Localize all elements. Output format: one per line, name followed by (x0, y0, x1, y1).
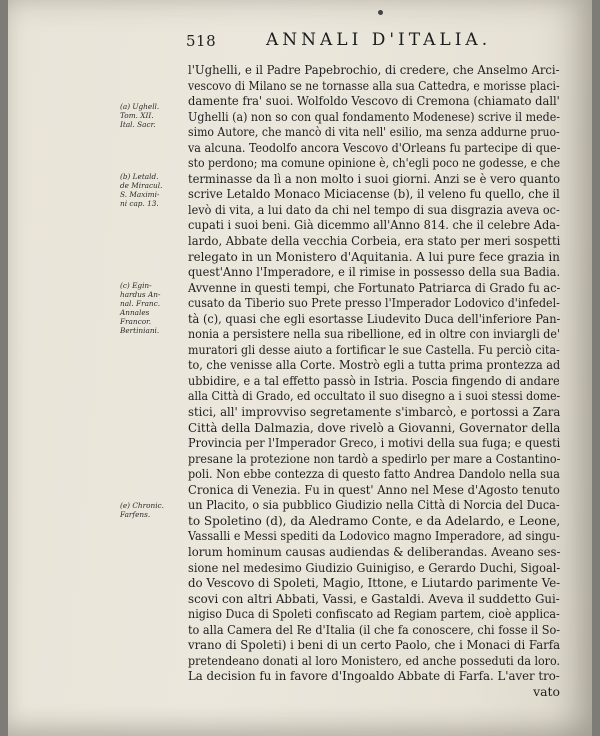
text-line: Provincia per l'Imperador Greco, i motivi della sua fuga; e questi (188, 435, 561, 451)
margin-note-c: (c) Egin- hardus An- nal. Franc. Annales Francor. Bertiniani. (120, 281, 161, 335)
text-line: sione nel medesimo Giudizio Guinigiso, e Gerardo Duchi, Sigoal- (188, 559, 561, 575)
body-text (188, 62, 560, 699)
text-line: terminasse da lì a non molto i suoi giorni. Anzi se è vero quanto (188, 170, 561, 186)
text-line: stici, all' improvviso segretamente s'imbarcò, e portossi a Zara (188, 404, 561, 420)
text-line: to Spoletino (d), da Aledramo Conte, e da Adelardo, e Leone, (188, 512, 561, 528)
text-line: scrive Letaldo Monaco Miciacense (b), il veleno fu quello, che il (188, 186, 560, 202)
page-header (8, 30, 592, 50)
page-number: 518 (186, 32, 217, 50)
text-line: to alla Camera del Re d'Italia (il che fa conoscere, chi fosse il So- (188, 621, 561, 637)
text-line: lardo, Abbate della vecchia Corbeia, era stato per meri sospetti (188, 233, 561, 249)
text-line: l'Ughelli, e il Padre Papebrochio, di credere, che Anselmo Arci- (188, 62, 560, 77)
text-line: alla Città di Grado, ed occultato il suo disegno a i suoi stessi dome- (188, 388, 561, 404)
text-line: cupati i suoi beni. Già dicemmo all'Anno 814. che il celebre Ada- (188, 217, 560, 233)
running-title: ANNALI D'ITALIA. (266, 30, 492, 50)
text-line: damente fra' suoi. Wolfoldo Vescovo di Cremona (chiamato dall' (188, 93, 560, 109)
book-page (8, 0, 592, 736)
text-line: Avvenne in questi tempi, che Fortunato Patriarca di Grado fu ac- (188, 279, 561, 295)
text-line: vato (533, 683, 560, 699)
text-line: ubbidire, e a tal effetto passò in Istria. Poscia fingendo di andare (188, 372, 560, 388)
text-line: Città della Dalmazia, dove rivelò a Giovanni, Governator della (188, 419, 561, 435)
text-line: pretendeano donati al loro Monistero, ed anche posseduti da loro. (188, 652, 560, 668)
text-line: muratori gli desse aiuto a fortificar le sue Castella. Fu perciò cita- (188, 341, 560, 357)
text-line: do Vescovo di Spoleti, Magio, Ittone, e Liutardo parimente Ve- (188, 575, 561, 591)
margin-note-b: (b) Letald. de Miracul. S. Maximi- ni cap. 13. (120, 172, 163, 208)
text-line: quest'Anno l'Imperadore, e il rimise in possesso della sua Badia. (188, 264, 561, 280)
margin-note-a: (a) Ughell. Tom. XII. Ital. Sacr. (120, 102, 160, 129)
text-line: La decision fu in favore d'Ingoaldo Abbate di Farfa. L'aver tro- (188, 668, 560, 684)
text-line: simo Autore, che mancò di vita nell' esilio, ma senza addurne pruo- (188, 124, 560, 140)
text-line: un Placito, o sia pubblico Giudizio nella Città di Norcia del Duca- (188, 497, 560, 513)
text-line: va alcuna. Teodolfo ancora Vescovo d'Orleans fu partecipe di que- (188, 139, 561, 155)
text-line: cusato da Tiberio suo Prete presso l'Imperador Lodovico d'infedel- (188, 295, 560, 311)
text-line: levò di vita, a lui dato da chi nel tempo di sua disgrazia aveva oc- (188, 201, 560, 217)
text-line: tà (c), quasi che egli esortasse Liudevito Duca dell'inferiore Pan- (188, 310, 561, 326)
text-line: Vassalli e Messi spediti da Lodovico magno Imperadore, ad singu- (188, 528, 560, 544)
text-line: nonia a persistere nella sua ribellione, ed in oltre con inviargli de' (188, 326, 561, 342)
text-line: relegato in un Monistero d'Aquitania. A lui pure fece grazia in (188, 248, 560, 264)
text-line: poli. Non ebbe contezza di questo fatto Andrea Dandolo nella sua (188, 466, 560, 482)
margin-note-e: (e) Chronic. Farfens. (120, 501, 164, 519)
text-line: nigiso Duca di Spoleti confiscato ad Regiam partem, cioè applica- (188, 606, 560, 622)
text-line: vrano di Spoleti) i beni di un certo Paolo, che i Monaci di Farfa (188, 637, 561, 653)
text-line: scovi con altri Abbati, Vassi, e Gastaldi. Aveva il suddetto Gui- (188, 590, 560, 606)
text-line: lorum hominum causas audiendas & deliberandas. Aveano ses- (188, 543, 561, 559)
text-line: presane la protezione non tardò a spedirlo per mare a Costantino- (188, 450, 561, 466)
text-line: Cronica di Venezia. Fu in quest' Anno nel Mese d'Agosto tenuto (188, 481, 560, 497)
text-line: to, che venisse alla Corte. Mostrò egli a tutta prima prontezza ad (188, 357, 561, 373)
text-line: sto perdono; ma comune opinione è, ch'egli poco ne godesse, e che (188, 155, 561, 171)
text-line: Ughelli (a) non so con qual fondamento Modenese) scrive il mede- (188, 108, 560, 124)
ink-speck (378, 10, 383, 15)
text-line: vescovo di Milano se ne tornasse alla sua Cattedra, e morisse placi- (188, 77, 560, 93)
